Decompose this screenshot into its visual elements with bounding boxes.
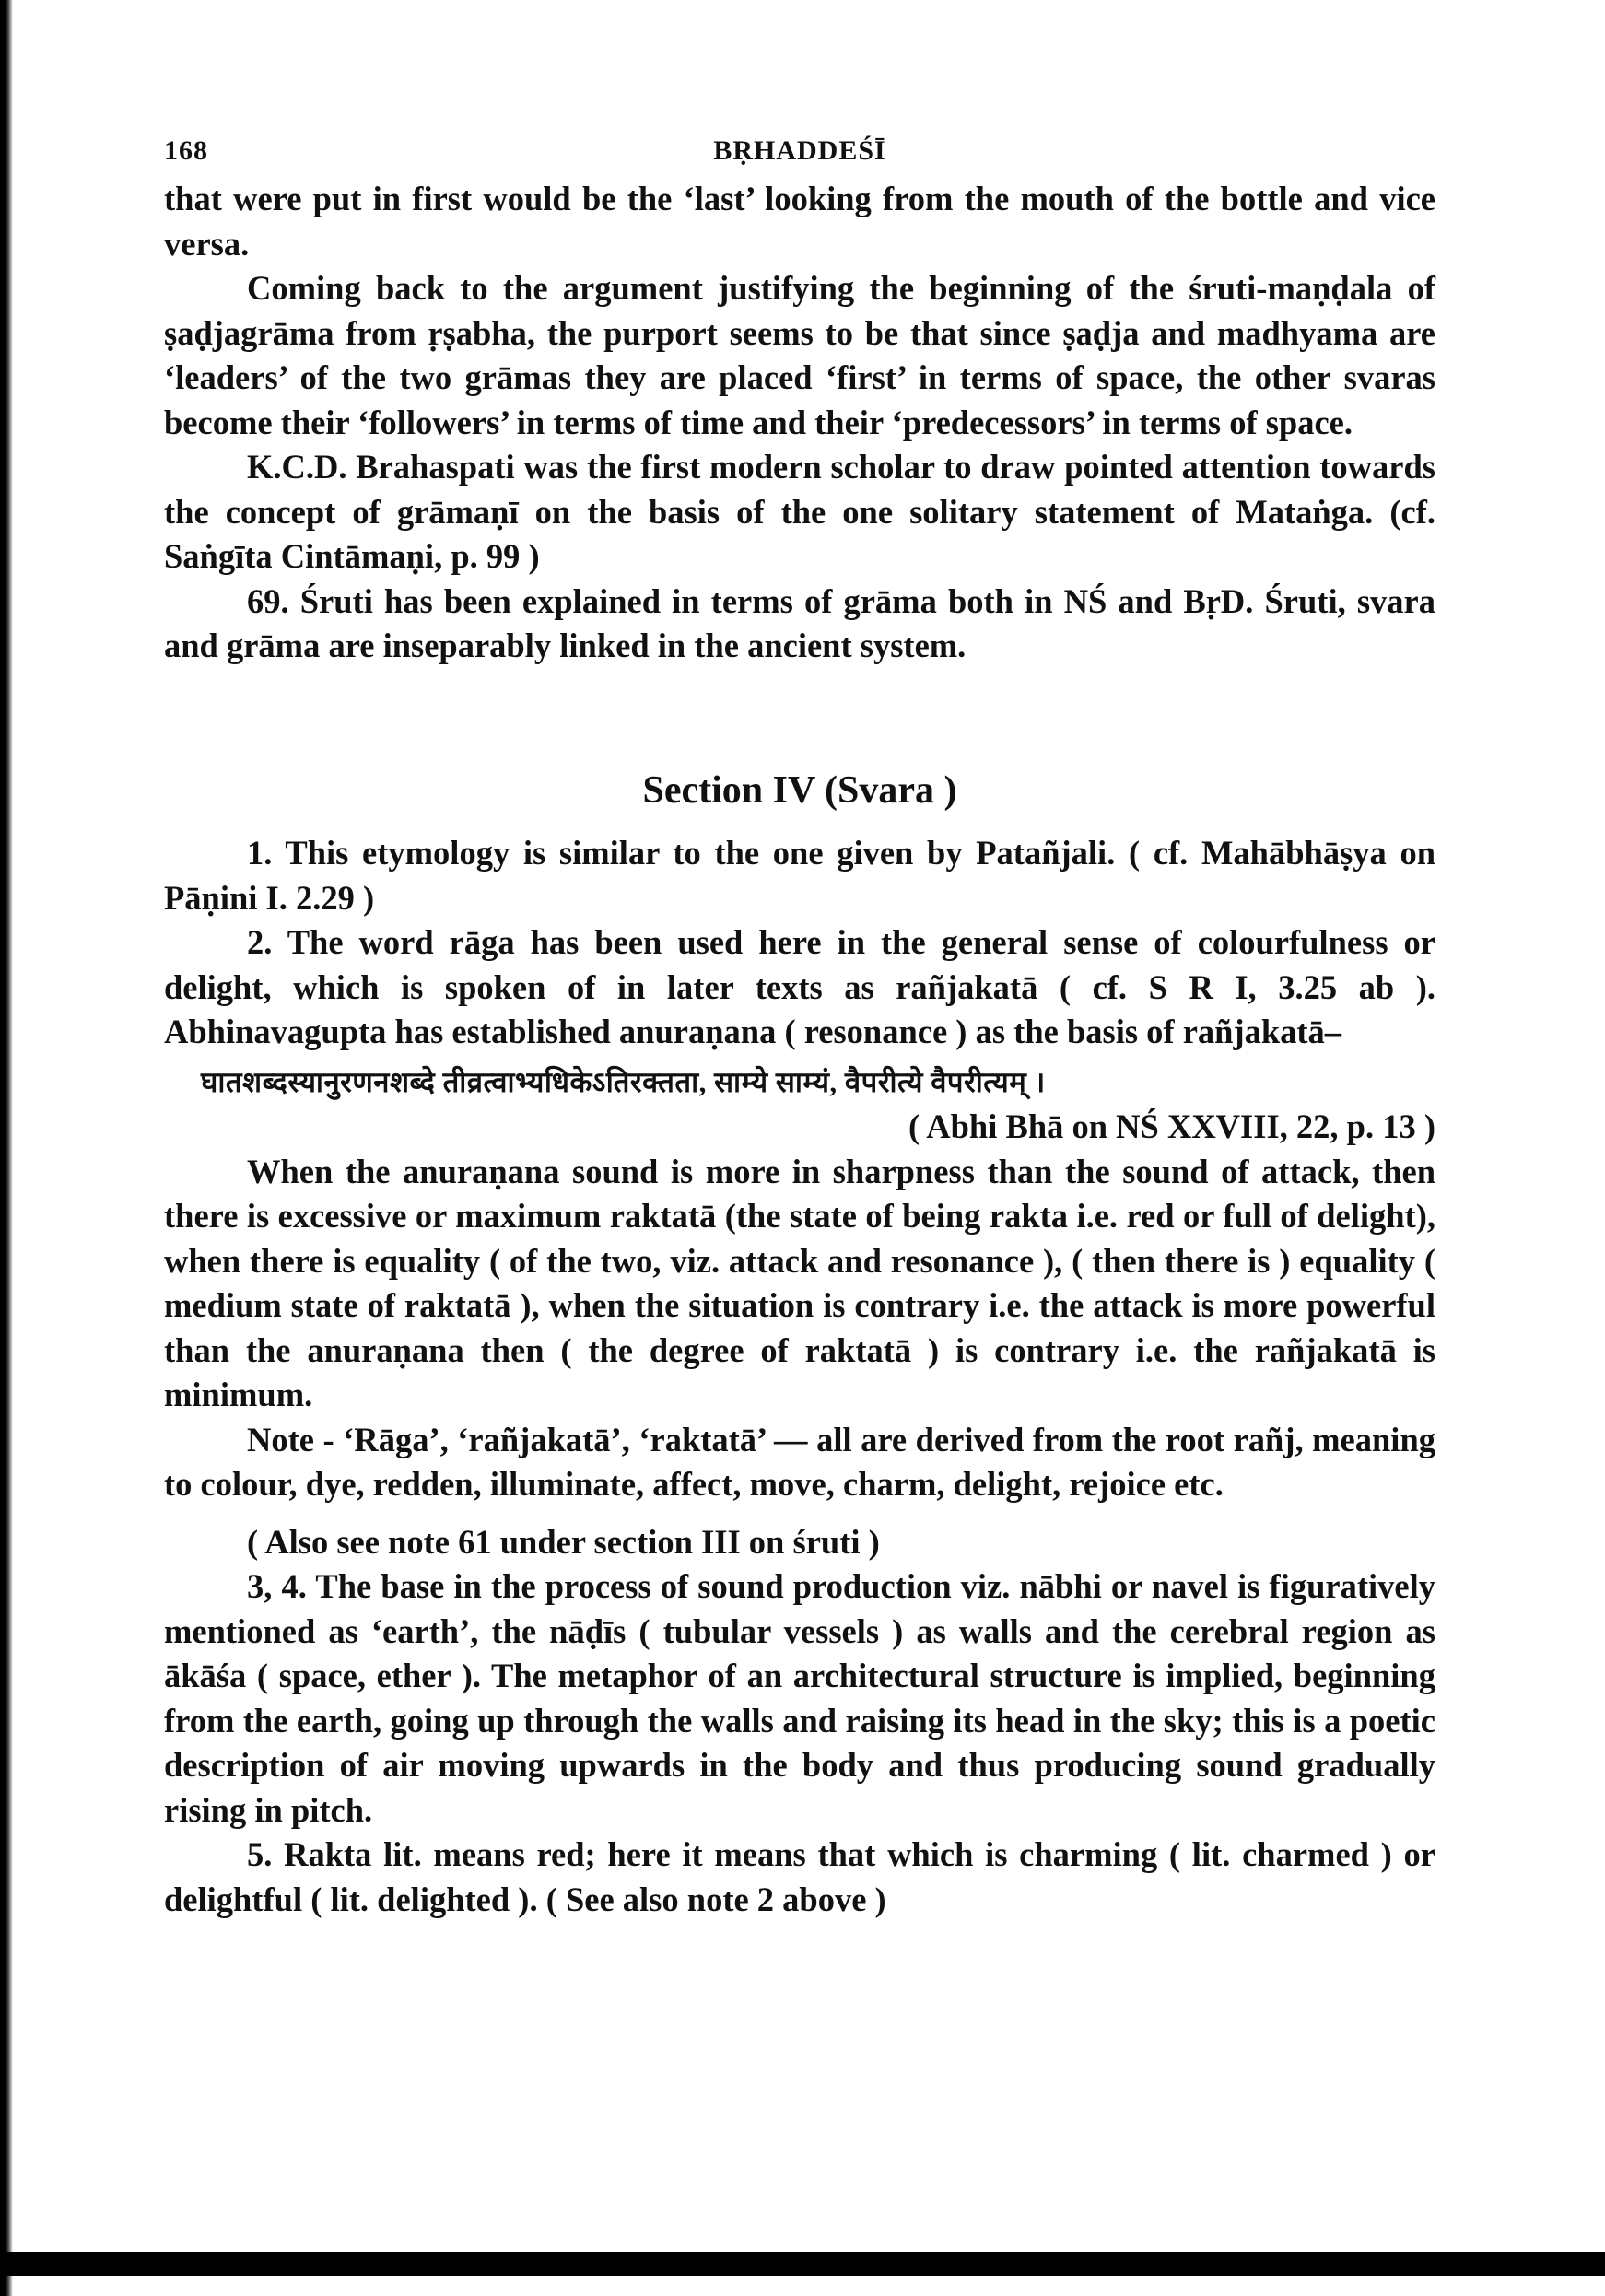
note-1: 1. This etymology is similar to the one given by Patañjali. ( cf. Mahābhāṣya on Pāṇini I. 2.29 ) xyxy=(164,834,1435,917)
note-5: 5. Rakta lit. means red; here it means that which is charming ( lit. charmed ) or delightful ( lit. delighted ). ( See also note 2 above ) xyxy=(164,1835,1435,1918)
scan-bottom-border xyxy=(0,2252,1605,2276)
paragraph-anuranana: When the anuraṇana sound is more in sharpness than the sound of attack, then there is excessive or maximum raktatā (the state of being rakta i.e. red or full of delight), when there is equality ( of the two, viz. attack and resonance ), ( then there is ) equality ( medium state of raktatā ), when the situation is contrary i.e. the attack is more powerful than the anuraṇana then ( the degree of raktatā ) is contrary i.e. the rañjakatā is minimum. xyxy=(164,1152,1435,1413)
paragraph-continuation: that were put in first would be the ‘last’ looking from the mouth of the bottle and vice versa. xyxy=(164,180,1435,263)
note-see-also: ( Also see note 61 under section III on śruti ) xyxy=(247,1522,880,1561)
running-title: BṚHADDEŚĪ xyxy=(713,135,886,166)
note-raga-derivation: Note - ‘Rāga’, ‘rañjakatā’, ‘raktatā’ — all are derived from the root rañj, meaning to colour, dye, redden, illuminate, affect, move, charm, delight, rejoice etc. xyxy=(164,1420,1435,1503)
note-2: 2. The word rāga has been used here in the general sense of colourfulness or delight, which is spoken of in later texts as rañjakatā ( cf. S R I, 3.25 ab ). Abhinavagupta has established anuraṇana ( resonance ) as the basis of rañjakatā– xyxy=(164,923,1435,1050)
page-header xyxy=(164,129,1435,177)
page-number: 168 xyxy=(164,135,208,166)
paragraph-brahaspati: K.C.D. Brahaspati was the first modern scholar to draw pointed attention towards the concept of grāmaṇī on the basis of the one solitary statement of Mataṅga. (cf. Saṅgīta Cintāmaṇi, p. 99 ) xyxy=(164,448,1435,575)
sanskrit-quote: घातशब्दस्यानुरणनशब्दे तीव्रत्वाभ्यधिकेऽतिरक्तता, साम्ये साम्यं, वैपरीत्ये वैपरीत्यम् । xyxy=(201,1065,1046,1098)
section-title: Section IV (Svara ) xyxy=(642,768,957,812)
scan-edge-shadow xyxy=(0,0,13,2296)
note-3-4: 3, 4. The base in the process of sound production viz. nābhi or navel is figuratively mentioned as ‘earth’, the nāḍīs ( tubular vessels ) as walls and the cerebral region as ākāśa ( space, ether ). The metaphor of an architectural structure is implied, beginning from the earth, going up through the walls and raising its head in the sky; this is a poetic description of air moving upwards in the body and thus producing sound gradually rising in pitch. xyxy=(164,1567,1435,1829)
paragraph-sruti-mandala: Coming back to the argument justifying the beginning of the śruti-maṇḍala of ṣaḍjagrāma from ṛṣabha, the purport seems to be that since ṣaḍja and madhyama are ‘leaders’ of the two grāmas they are placed ‘first’ in terms of space, the other svaras become their ‘followers’ in terms of time and their ‘predecessors’ in terms of space. xyxy=(164,269,1435,441)
note-69: 69. Śruti has been explained in terms of grāma both in NŚ and BṛD. Śruti, svara and grāma are inseparably linked in the ancient system. xyxy=(164,581,1435,664)
book-page xyxy=(164,129,1435,1922)
quote-reference: ( Abhi Bhā on NŚ XXVIII, 22, p. 13 ) xyxy=(908,1107,1435,1145)
